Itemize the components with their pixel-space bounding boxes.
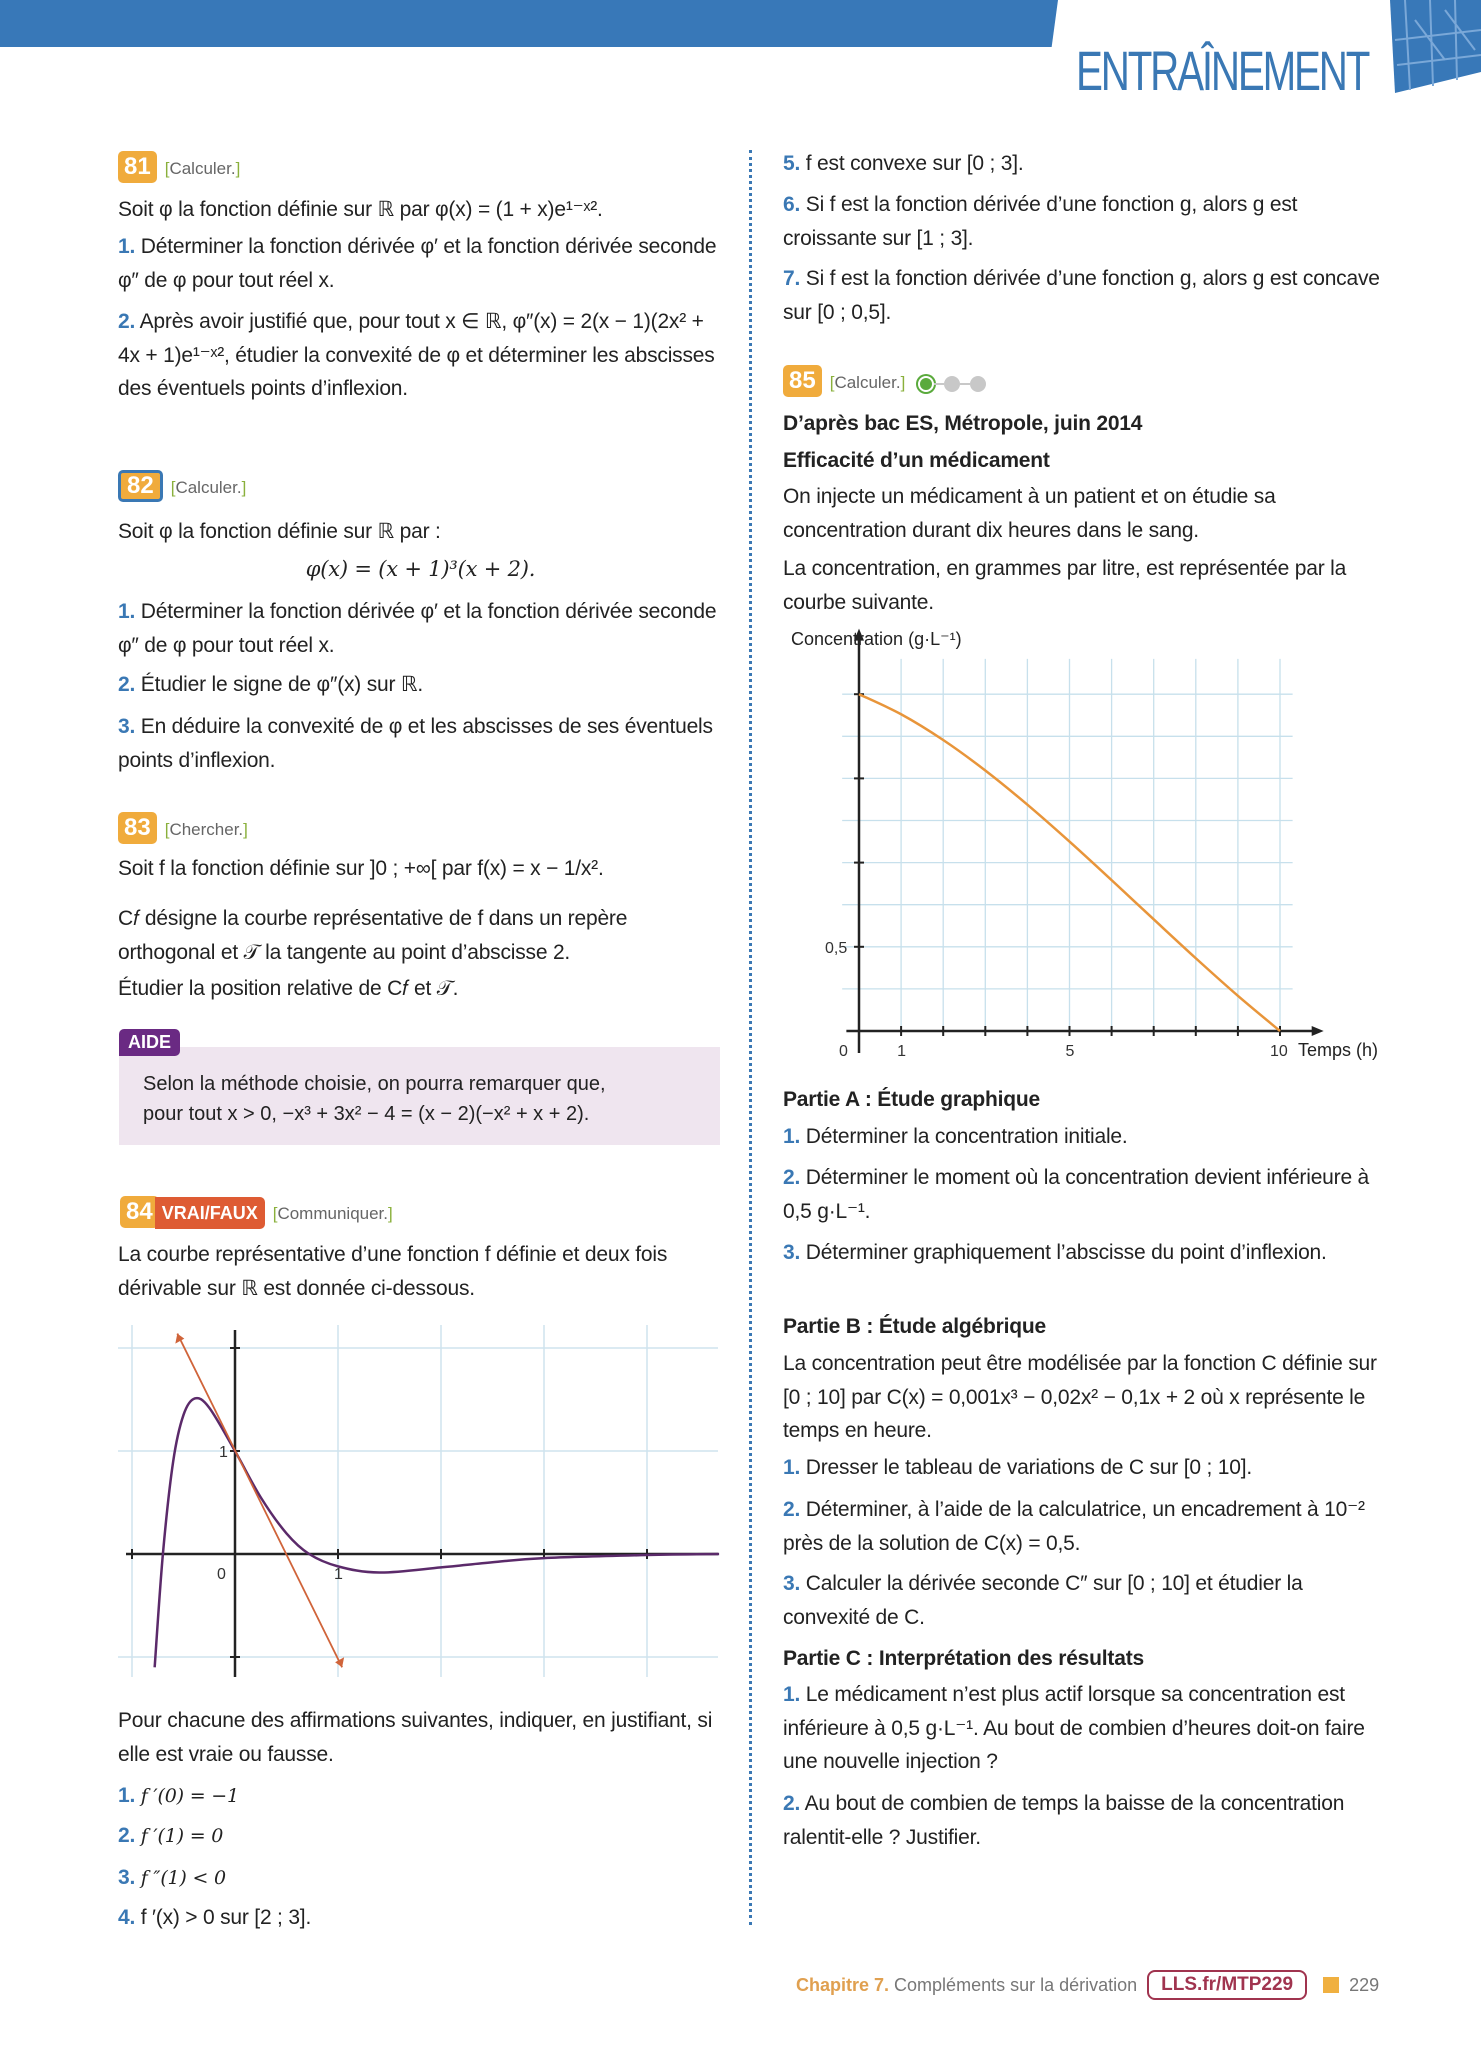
x-tick-label: 1 — [897, 1043, 907, 1060]
skill-tag: [Calculer.] — [164, 159, 241, 178]
hint-label: AIDE — [119, 1029, 180, 1056]
exercise-85-source: D’après bac ES, Métropole, juin 2014 — [783, 412, 1143, 435]
exercise-number: 83 — [118, 812, 157, 844]
exercise-83-text: C𝑓 désigne la courbe représentative de f dans un repère orthogonal et 𝒯 la tangente au point d’abscisse 2. — [118, 907, 628, 964]
page-number: 229 — [1349, 1974, 1380, 1995]
resource-link[interactable]: LLS.fr/MTP229 — [1147, 1970, 1307, 2000]
exercise-83-intro: Soit f la fonction définie sur ]0 ; +∞[ par f(x) = x − 1/x². — [118, 857, 604, 880]
page-section-title: ENTRAÎNEMENT — [1076, 39, 1369, 102]
exercise-number: 85 — [783, 365, 822, 397]
exercise-82-item: 1. Déterminer la fonction dérivée φ′ et la fonction dérivée seconde φ″ de φ pour tout réel x. — [118, 600, 717, 657]
hint-text: Selon la méthode choisie, on pourra remarquer que, — [143, 1073, 606, 1095]
part-c-heading: Partie C : Interprétation des résultats — [783, 1647, 1144, 1670]
hint-formula: pour tout x > 0, −x³ + 3x² − 4 = (x − 2)(−x² + x + 2). — [143, 1103, 590, 1125]
part-b-heading: Partie B : Étude algébrique — [783, 1315, 1046, 1338]
statement: 2. f ′(1) = 0 — [118, 1824, 224, 1847]
exercise-83-header — [118, 812, 248, 844]
y-tick-label: 1 — [219, 1444, 228, 1461]
x-tick-label: 10 — [1270, 1043, 1288, 1060]
statement: 6. Si f est la fonction dérivée d’une fonction g, alors g est croissante sur [1 ; 3]. — [783, 193, 1298, 250]
exercise-85-text: On injecte un médicament à un patient et on étudie sa concentration durant dix heures dans le sang. — [783, 485, 1276, 542]
question-item: 1. Dresser le tableau de variations de C sur [0 ; 10]. — [783, 1456, 1252, 1479]
exercise-82-formula: φ(x) = (x + 1)³(x + 2). — [305, 557, 536, 581]
question-item: 3. Déterminer graphiquement l’abscisse du point d’inflexion. — [783, 1241, 1327, 1264]
exercise-82-intro: Soit φ la fonction définie sur ℝ par : — [118, 520, 441, 543]
exercise-85-text: La concentration, en grammes par litre, est représentée par la courbe suivante. — [783, 557, 1347, 614]
question-item: 2. Au bout de combien de temps la baisse de la concentration ralentit-elle ? Justifier. — [783, 1792, 1345, 1849]
question-item: 1. Déterminer la concentration initiale. — [783, 1125, 1128, 1148]
question-item: 1. Le médicament n’est plus actif lorsque sa concentration est inférieure à 0,5 g·L⁻¹. Au bout de combien d’heures doit-on faire une nouvelle injection ? — [783, 1683, 1365, 1773]
difficulty-dot — [944, 376, 960, 392]
exercise-83-question: Étudier la position relative de C𝑓 et 𝒯. — [118, 977, 459, 1000]
statement: 3. f ″(1) < 0 — [118, 1866, 226, 1889]
header-bar — [0, 0, 1058, 47]
exercise-81-item: 1. Déterminer la fonction dérivée φ′ et la fonction dérivée seconde φ″ de φ pour tout réel x. — [118, 235, 717, 292]
question-item: 2. Déterminer le moment où la concentration devient inférieure à 0,5 g·L⁻¹. — [783, 1166, 1370, 1223]
x-tick-label: 5 — [1065, 1043, 1075, 1060]
skill-tag: [Communiquer.] — [272, 1204, 393, 1223]
exercise-number: 82 — [118, 470, 163, 502]
difficulty-dot-active — [918, 376, 934, 392]
exercise-84-intro: La courbe représentative d’une fonction f définie et deux fois dérivable sur ℝ est donnée ci-dessous. — [118, 1243, 668, 1300]
function-curve — [155, 1398, 719, 1667]
exercise-81-item: 2. Après avoir justifié que, pour tout x ∈ ℝ, φ″(x) = 2(x − 1)(2x² + 4x + 1)e¹⁻ˣ², étudier la convexité de φ et déterminer les abscisses des éventuels points d’inflexion. — [118, 310, 715, 400]
skill-tag: [Calculer.] — [170, 478, 247, 497]
chapter-label: Chapitre 7. Compléments sur la dérivation — [796, 1974, 1138, 1995]
tangent-arrow-icon — [175, 1334, 184, 1344]
exercise-82-header — [118, 470, 246, 502]
page-footer — [796, 1970, 1379, 2000]
x-tick-label: 1 — [334, 1566, 343, 1583]
exercise-81-intro: Soit φ la fonction définie sur ℝ par φ(x) = (1 + x)e¹⁻ˣ². — [118, 198, 603, 221]
question-item: 3. Calculer la dérivée seconde C″ sur [0 ; 10] et étudier la convexité de C. — [783, 1572, 1303, 1629]
header-decoration — [1385, 0, 1481, 96]
statement: 5. f est convexe sur [0 ; 3]. — [783, 152, 1024, 175]
statement: 1. f ′(0) = −1 — [118, 1784, 239, 1807]
x-tick-label: 0 — [839, 1043, 848, 1060]
exercise-85-header — [783, 365, 986, 397]
question-item: 2. Déterminer, à l’aide de la calculatrice, un encadrement à 10⁻² près de la solution de C(x) = 0,5. — [783, 1498, 1365, 1555]
difficulty-dot — [970, 376, 986, 392]
skill-tag: [Chercher.] — [164, 820, 248, 839]
exercise-number: 84 — [120, 1196, 159, 1228]
x-axis-arrow-icon — [1312, 1026, 1324, 1036]
x-axis-label: Temps (h) — [1298, 1040, 1379, 1060]
part-b-text: La concentration peut être modélisée par la fonction C définie sur [0 ; 10] par C(x) = 0,001x³ − 0,02x² − 0,1x + 2 où x représente le temps en heure. — [783, 1352, 1377, 1442]
tangent-line — [177, 1334, 342, 1668]
exercise-81-header — [118, 151, 240, 183]
statement: 4. f ′(x) > 0 sur [2 ; 3]. — [118, 1906, 312, 1929]
true-false-badge: VRAI/FAUX — [155, 1197, 265, 1229]
origin-label: 0 — [217, 1566, 226, 1583]
exercise-82-item: 2. Étudier le signe de φ″(x) sur ℝ. — [118, 673, 423, 696]
exercise-85-title: Efficacité d’un médicament — [783, 449, 1050, 472]
exercise-number: 81 — [118, 151, 157, 183]
concentration-chart — [780, 620, 1420, 1060]
tangent-arrow-icon — [335, 1657, 344, 1667]
page-marker — [1323, 1977, 1339, 1993]
function-graph — [118, 1320, 723, 1685]
hint-box — [119, 1047, 720, 1145]
exercise-82-item: 3. En déduire la convexité de φ et les abscisses de ses éventuels points d’inflexion. — [118, 715, 713, 772]
skill-tag: [Calculer.] — [829, 373, 906, 392]
y-axis-label: Concentration (g·L⁻¹) — [791, 629, 962, 649]
y-tick-label: 0,5 — [825, 939, 848, 957]
part-a-heading: Partie A : Étude graphique — [783, 1088, 1040, 1111]
difficulty-indicator — [918, 376, 986, 392]
exercise-84-header — [120, 1196, 393, 1229]
exercise-84-question: Pour chacune des affirmations suivantes, indiquer, en justifiant, si elle est vraie ou fausse. — [118, 1709, 713, 1766]
statement: 7. Si f est la fonction dérivée d’une fonction g, alors g est concave sur [0 ; 0,5]. — [783, 267, 1380, 324]
column-divider — [749, 150, 752, 1925]
